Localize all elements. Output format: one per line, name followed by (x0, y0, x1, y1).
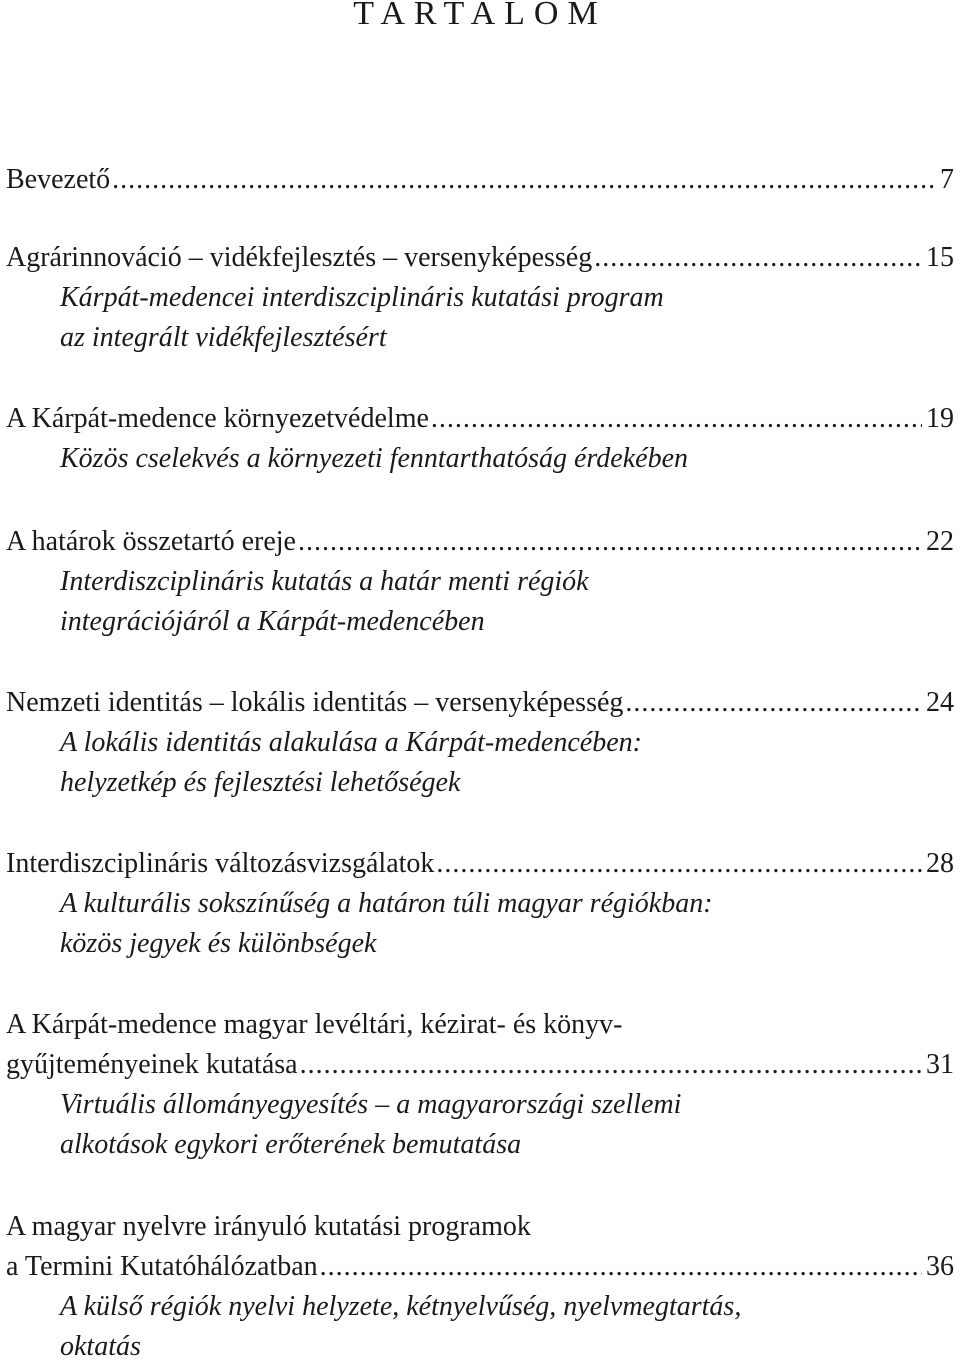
toc-entry-subtitle: alkotások egykori erőterének bemutatása (60, 1129, 522, 1160)
toc-page-number: 31 (926, 1049, 954, 1080)
toc-entry-subtitle: integrációjáról a Kárpát-medencében (60, 606, 485, 637)
toc-page-number: 24 (926, 687, 954, 718)
toc-entry-change-studies[interactable] (6, 844, 954, 964)
toc-entry-subtitle: helyzetkép és fejlesztési lehetőségek (60, 767, 461, 798)
toc-entry-subtitle: Közös cselekvés a környezeti fenntarthatóság érdekében (60, 443, 689, 474)
toc-page-number: 22 (926, 526, 954, 557)
dot-leader (594, 238, 922, 278)
toc-entry-agricultural-innovation[interactable] (6, 238, 954, 358)
toc-entry-main-line[interactable] (6, 844, 954, 884)
toc-entry-archives[interactable] (6, 1005, 954, 1165)
toc-entry-hungarian-language[interactable] (6, 1207, 954, 1367)
toc-page-number: 15 (926, 242, 954, 273)
toc-entry-subtitle: Virtuális állományegyesítés – a magyarországi szellemi (60, 1089, 682, 1120)
toc-entry-title: A határok összetartó ereje (6, 526, 296, 557)
dot-leader (431, 399, 922, 439)
toc-entry-subtitle: az integrált vidékfejlesztésért (60, 322, 387, 353)
dot-leader (320, 1247, 922, 1287)
toc-entry-environmental-protection[interactable] (6, 399, 954, 479)
toc-entry-national-identity[interactable] (6, 683, 954, 803)
toc-entry-title-first-line: A Kárpát-medence magyar levéltári, kézirat- és könyv- (6, 1009, 623, 1040)
dot-leader (436, 844, 922, 884)
toc-entry-main-line[interactable] (6, 238, 954, 278)
toc-entry-subtitle: Interdiszciplináris kutatás a határ menti régiók (60, 566, 589, 597)
toc-entry-title: Bevezető (6, 164, 111, 195)
toc-entry-title: gyűjteményeinek kutatása (6, 1049, 298, 1080)
toc-entry-introduction[interactable] (6, 160, 954, 200)
toc-entry-title: Agrárinnováció – vidékfejlesztés – versenyképesség (6, 242, 593, 273)
toc-entry-main-line[interactable] (6, 683, 954, 723)
dot-leader (298, 522, 922, 562)
toc-entry-main-line[interactable] (6, 399, 954, 439)
toc-entry-title: Nemzeti identitás – lokális identitás – versenyképesség (6, 687, 624, 718)
toc-entry-borders[interactable] (6, 522, 954, 642)
toc-entry-main-line[interactable] (6, 1045, 954, 1085)
dot-leader (300, 1045, 922, 1085)
toc-page-number: 36 (926, 1251, 954, 1282)
dot-leader (625, 683, 922, 723)
toc-entry-subtitle: közös jegyek és különbségek (60, 928, 377, 959)
toc-entry-subtitle: Kárpát-medencei interdiszciplináris kutatási program (60, 282, 664, 313)
toc-entry-title: Interdiszciplináris változásvizsgálatok (6, 848, 435, 879)
toc-entry-subtitle: A kulturális sokszínűség a határon túli magyar régiókban: (60, 888, 713, 919)
toc-entry-main-line[interactable] (6, 522, 954, 562)
toc-page-number: 7 (940, 164, 954, 195)
toc-entry-main-line[interactable] (6, 1247, 954, 1287)
dot-leader (112, 160, 936, 200)
toc-entry-title-first-line: A magyar nyelvre irányuló kutatási programok (6, 1211, 531, 1242)
toc-page-number: 19 (926, 403, 954, 434)
toc-page-number: 28 (926, 848, 954, 879)
toc-entry-main-line[interactable] (6, 160, 954, 200)
toc-entry-subtitle: A külső régiók nyelvi helyzete, kétnyelvűség, nyelvmegtartás, (60, 1291, 742, 1322)
toc-entry-title: a Termini Kutatóhálózatban (6, 1251, 318, 1282)
toc-entry-subtitle: A lokális identitás alakulása a Kárpát-medencében: (60, 727, 642, 758)
page-title: TARTALOM (353, 0, 607, 32)
toc-entry-title: A Kárpát-medence környezetvédelme (6, 403, 429, 434)
toc-entry-subtitle: oktatás (60, 1331, 141, 1362)
